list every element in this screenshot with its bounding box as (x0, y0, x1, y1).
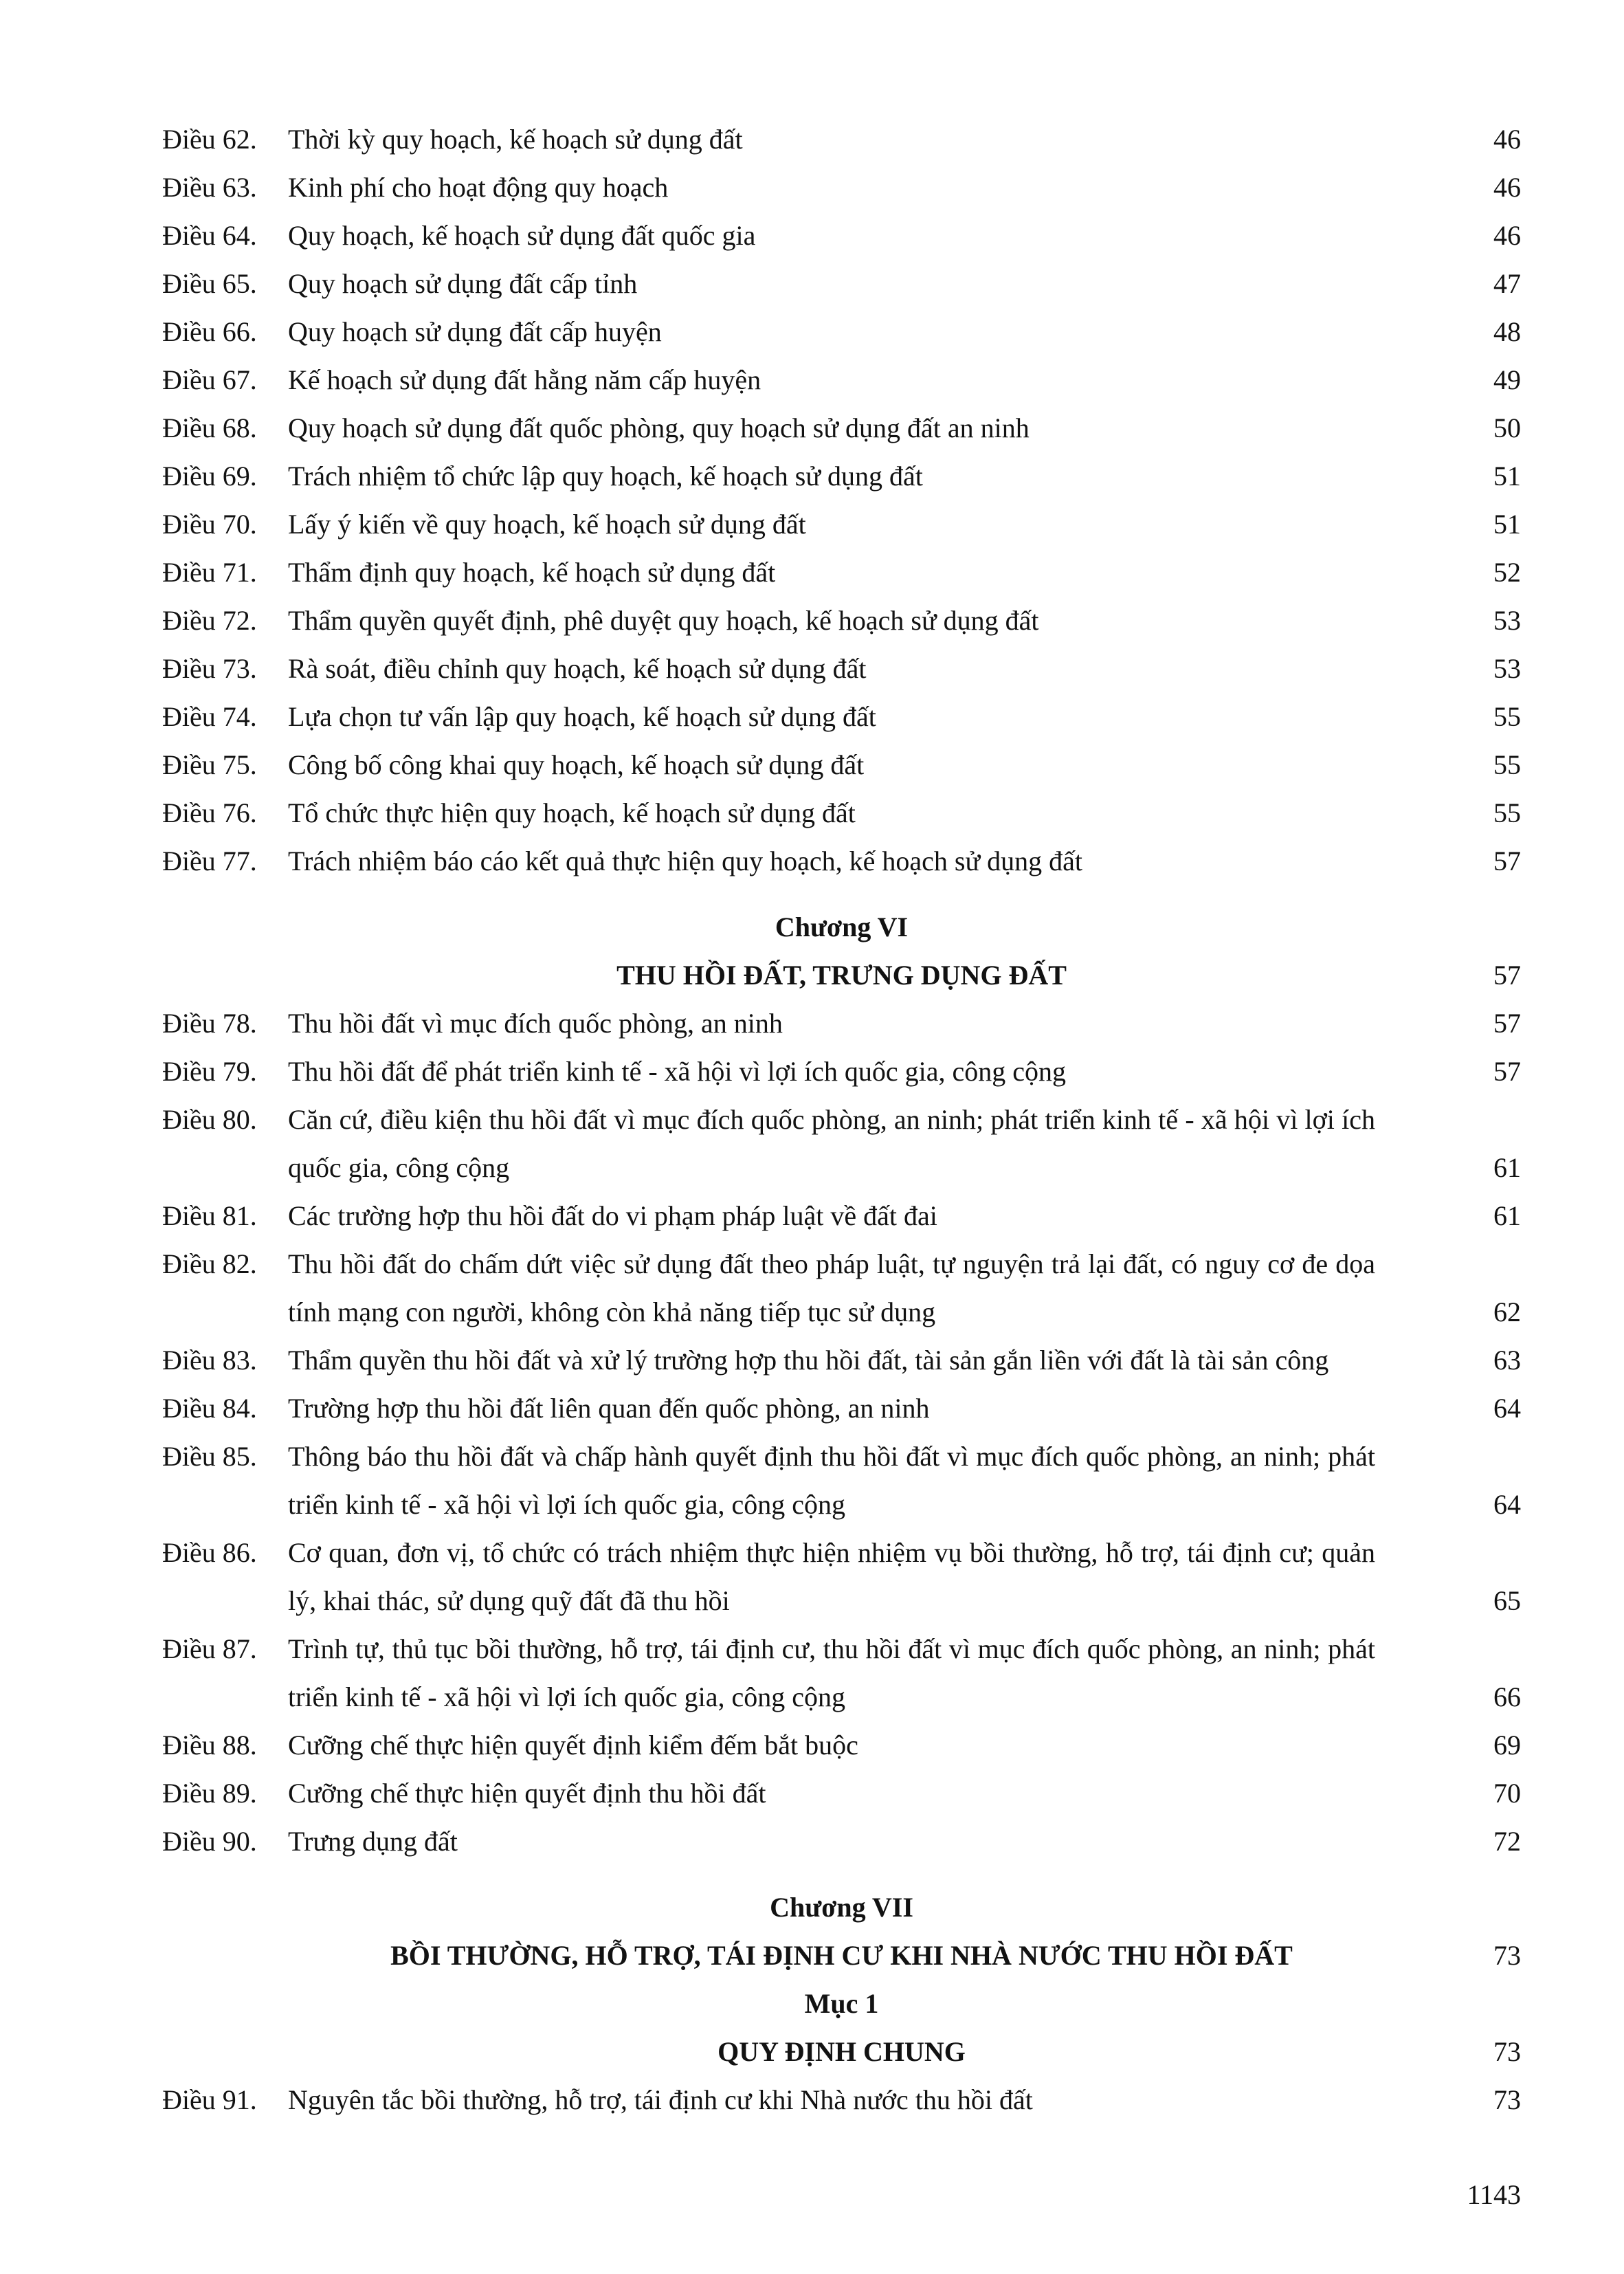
toc-entry-label: Điều 62. (162, 124, 257, 155)
toc-entry-label: Điều 82. (162, 1248, 257, 1279)
toc-section-title: QUY ĐỊNH CHUNG (718, 2036, 966, 2067)
toc-entry-label: Điều 80. (162, 1104, 257, 1135)
toc-section-kicker: Mục 1 (804, 1988, 879, 2019)
toc-entry-label: Điều 87. (162, 1633, 257, 1664)
toc-entry-page: 55 (1493, 797, 1521, 828)
toc-entry-page: 64 (1493, 1393, 1521, 1424)
toc-entry (162, 1433, 1521, 1529)
toc-entry-title: Kinh phí cho hoạt động quy hoạch (288, 172, 669, 203)
toc-entry (162, 693, 1521, 741)
toc-entry-title: Cưỡng chế thực hiện quyết định thu hồi đất (288, 1778, 766, 1809)
toc-entry (162, 1384, 1521, 1433)
toc-entry (162, 1048, 1521, 1096)
toc-chapter-title: BỒI THƯỜNG, HỖ TRỢ, TÁI ĐỊNH CƯ KHI NHÀ NƯỚC THU HỒI ĐẤT (390, 1940, 1293, 1971)
toc-entry-page: 48 (1493, 316, 1521, 347)
toc-chapter-title: THU HỒI ĐẤT, TRƯNG DỤNG ĐẤT (616, 960, 1067, 991)
toc-entry-label: Điều 65. (162, 268, 257, 299)
toc-entry-title: Cơ quan, đơn vị, tổ chức có trách nhiệm thực hiện nhiệm vụ bồi thường, hỗ trợ, tái định cư; quản lý, khai thác, sử dụng quỹ đất đã thu hồi (288, 1537, 1375, 1616)
toc-entry (162, 549, 1521, 597)
toc-entry-label: Điều 89. (162, 1778, 257, 1809)
toc-entry-label: Điều 70. (162, 509, 257, 540)
toc-entry (162, 1818, 1521, 1866)
toc-entry-page: 57 (1493, 846, 1521, 876)
toc-entry (162, 356, 1521, 404)
toc-entry-page: 69 (1493, 1730, 1521, 1760)
toc-entry (162, 1336, 1521, 1384)
toc-entry-label: Điều 84. (162, 1393, 257, 1424)
toc-entry (162, 1529, 1521, 1625)
toc-entry-title: Kế hoạch sử dụng đất hằng năm cấp huyện (288, 364, 761, 395)
toc-entry-title: Công bố công khai quy hoạch, kế hoạch sử dụng đất (288, 749, 865, 780)
toc-entry (162, 260, 1521, 308)
toc-entry-title: Quy hoạch sử dụng đất quốc phòng, quy hoạch sử dụng đất an ninh (288, 412, 1030, 443)
toc-entry (162, 1625, 1521, 1721)
toc-entry-title: Rà soát, điều chỉnh quy hoạch, kế hoạch sử dụng đất (288, 653, 867, 684)
toc-entry-label: Điều 74. (162, 701, 257, 732)
toc-entry-page: 57 (1493, 1056, 1521, 1087)
toc-entry (162, 452, 1521, 500)
toc-entry-page: 72 (1493, 1826, 1521, 1857)
toc-entry (162, 837, 1521, 885)
toc-entry (162, 308, 1521, 356)
toc-entry-title: Trưng dụng đất (288, 1826, 458, 1857)
toc-entry (162, 2076, 1521, 2124)
toc-chapter-title-line (162, 1932, 1521, 1980)
toc-entry-label: Điều 64. (162, 220, 257, 251)
toc-entry-title: Lấy ý kiến về quy hoạch, kế hoạch sử dụng đất (288, 509, 806, 540)
toc-entry-label: Điều 63. (162, 172, 257, 203)
toc-entry-title: Trách nhiệm báo cáo kết quả thực hiện quy hoạch, kế hoạch sử dụng đất (288, 846, 1083, 876)
toc-section-title-line (162, 2028, 1521, 2076)
toc-entry-page: 46 (1493, 124, 1521, 155)
toc-entry-label: Điều 73. (162, 653, 257, 684)
toc-section-heading (162, 1980, 1521, 2076)
toc-entry-page: 61 (1493, 1200, 1521, 1231)
toc-entry (162, 1000, 1521, 1048)
toc-entry (162, 645, 1521, 693)
toc-entry-label: Điều 79. (162, 1056, 257, 1087)
toc-entry-title: Các trường hợp thu hồi đất do vi phạm pháp luật về đất đai (288, 1200, 937, 1231)
toc-list (162, 115, 1521, 2124)
toc-entry-page: 51 (1493, 509, 1521, 540)
toc-entry-title: Trách nhiệm tổ chức lập quy hoạch, kế hoạch sử dụng đất (288, 461, 923, 492)
toc-entry-title: Cưỡng chế thực hiện quyết định kiểm đếm bắt buộc (288, 1730, 858, 1760)
toc-entry-label: Điều 76. (162, 797, 257, 828)
toc-entry-label: Điều 86. (162, 1537, 257, 1568)
toc-entry-label: Điều 68. (162, 412, 257, 443)
toc-entry-page: 57 (1493, 1008, 1521, 1039)
toc-entry-title: Quy hoạch sử dụng đất cấp huyện (288, 316, 662, 347)
toc-chapter-kicker: Chương VI (775, 912, 909, 942)
toc-entry-label: Điều 91. (162, 2084, 257, 2115)
toc-entry (162, 597, 1521, 645)
toc-chapter-page: 73 (1493, 1940, 1521, 1971)
toc-entry-label: Điều 90. (162, 1826, 257, 1857)
toc-entry-page: 73 (1493, 2084, 1521, 2115)
toc-chapter-heading (162, 1884, 1521, 1980)
toc-entry-page: 46 (1493, 172, 1521, 203)
toc-entry (162, 404, 1521, 452)
page-number: 1143 (1467, 2179, 1521, 2210)
toc-entry (162, 741, 1521, 789)
toc-entry-title: Thẩm định quy hoạch, kế hoạch sử dụng đất (288, 557, 776, 588)
toc-chapter-heading (162, 903, 1521, 1000)
toc-entry-title: Quy hoạch sử dụng đất cấp tỉnh (288, 268, 638, 299)
toc-chapter-kicker: Chương VII (770, 1892, 913, 1923)
toc-entry-page: 50 (1493, 412, 1521, 443)
toc-entry-title: Tổ chức thực hiện quy hoạch, kế hoạch sử dụng đất (288, 797, 856, 828)
toc-entry-label: Điều 72. (162, 605, 257, 636)
toc-entry-page: 53 (1493, 605, 1521, 636)
toc-entry-title: Quy hoạch, kế hoạch sử dụng đất quốc gia (288, 220, 756, 251)
toc-entry-label: Điều 83. (162, 1345, 257, 1376)
toc-entry (162, 1240, 1521, 1336)
toc-entry-page: 70 (1493, 1778, 1521, 1809)
toc-entry-label: Điều 69. (162, 461, 257, 492)
toc-entry (162, 1721, 1521, 1769)
toc-entry-title: Thu hồi đất do chấm dứt việc sử dụng đất theo pháp luật, tự nguyện trả lại đất, có nguy cơ đe dọa tính mạng con người, không còn khả năng tiếp tục sử dụng (288, 1248, 1375, 1327)
toc-entry (162, 115, 1521, 164)
toc-entry-label: Điều 85. (162, 1441, 257, 1472)
toc-entry (162, 1192, 1521, 1240)
toc-entry-title: Thông báo thu hồi đất và chấp hành quyết định thu hồi đất vì mục đích quốc phòng, an ninh; phát triển kinh tế - xã hội vì lợi ích quốc gia, công cộng (288, 1441, 1375, 1520)
toc-entry-title: Lựa chọn tư vấn lập quy hoạch, kế hoạch sử dụng đất (288, 701, 876, 732)
toc-entry-page: 47 (1493, 268, 1521, 299)
toc-entry-page: 46 (1493, 220, 1521, 251)
toc-entry (162, 164, 1521, 212)
toc-entry-label: Điều 88. (162, 1730, 257, 1760)
toc-entry-label: Điều 71. (162, 557, 257, 588)
toc-entry-page: 63 (1493, 1345, 1521, 1376)
toc-entry-page: 61 (1493, 1152, 1521, 1183)
toc-entry-title: Thẩm quyền thu hồi đất và xử lý trường hợp thu hồi đất, tài sản gắn liền với đất là tài sản công (288, 1345, 1329, 1376)
toc-chapter-page: 57 (1493, 960, 1521, 991)
toc-entry (162, 1769, 1521, 1818)
toc-entry-page: 53 (1493, 653, 1521, 684)
toc-entry (162, 1096, 1521, 1192)
toc-entry-page: 52 (1493, 557, 1521, 588)
toc-entry (162, 500, 1521, 549)
toc-entry-title: Trình tự, thủ tục bồi thường, hỗ trợ, tái định cư, thu hồi đất vì mục đích quốc phòng, an ninh; phát triển kinh tế - xã hội vì lợi ích quốc gia, công cộng (288, 1633, 1375, 1712)
toc-entry-label: Điều 77. (162, 846, 257, 876)
toc-entry-page: 51 (1493, 461, 1521, 492)
toc-entry-label: Điều 67. (162, 364, 257, 395)
toc-entry-page: 65 (1493, 1585, 1521, 1616)
toc-entry-label: Điều 75. (162, 749, 257, 780)
toc-entry-title: Trường hợp thu hồi đất liên quan đến quốc phòng, an ninh (288, 1393, 930, 1424)
toc-entry-page: 55 (1493, 701, 1521, 732)
toc-entry-title: Thu hồi đất để phát triển kinh tế - xã hội vì lợi ích quốc gia, công cộng (288, 1056, 1066, 1087)
toc-entry (162, 212, 1521, 260)
toc-entry-page: 62 (1493, 1296, 1521, 1327)
toc-entry-page: 66 (1493, 1681, 1521, 1712)
toc-entry-label: Điều 81. (162, 1200, 257, 1231)
toc-entry-title: Thu hồi đất vì mục đích quốc phòng, an ninh (288, 1008, 783, 1039)
toc-entry-label: Điều 78. (162, 1008, 257, 1039)
toc-entry (162, 789, 1521, 837)
toc-entry-page: 64 (1493, 1489, 1521, 1520)
toc-entry-page: 49 (1493, 364, 1521, 395)
toc-chapter-title-line (162, 951, 1521, 1000)
toc-entry-page: 55 (1493, 749, 1521, 780)
toc-entry-title: Thời kỳ quy hoạch, kế hoạch sử dụng đất (288, 124, 743, 155)
toc-entry-label: Điều 66. (162, 316, 257, 347)
toc-section-page: 73 (1493, 2036, 1521, 2067)
toc-entry-title: Nguyên tắc bồi thường, hỗ trợ, tái định cư khi Nhà nước thu hồi đất (288, 2084, 1033, 2115)
toc-entry-title: Căn cứ, điều kiện thu hồi đất vì mục đích quốc phòng, an ninh; phát triển kinh tế - xã hội vì lợi ích quốc gia, công cộng (288, 1104, 1375, 1183)
toc-entry-title: Thẩm quyền quyết định, phê duyệt quy hoạch, kế hoạch sử dụng đất (288, 605, 1039, 636)
